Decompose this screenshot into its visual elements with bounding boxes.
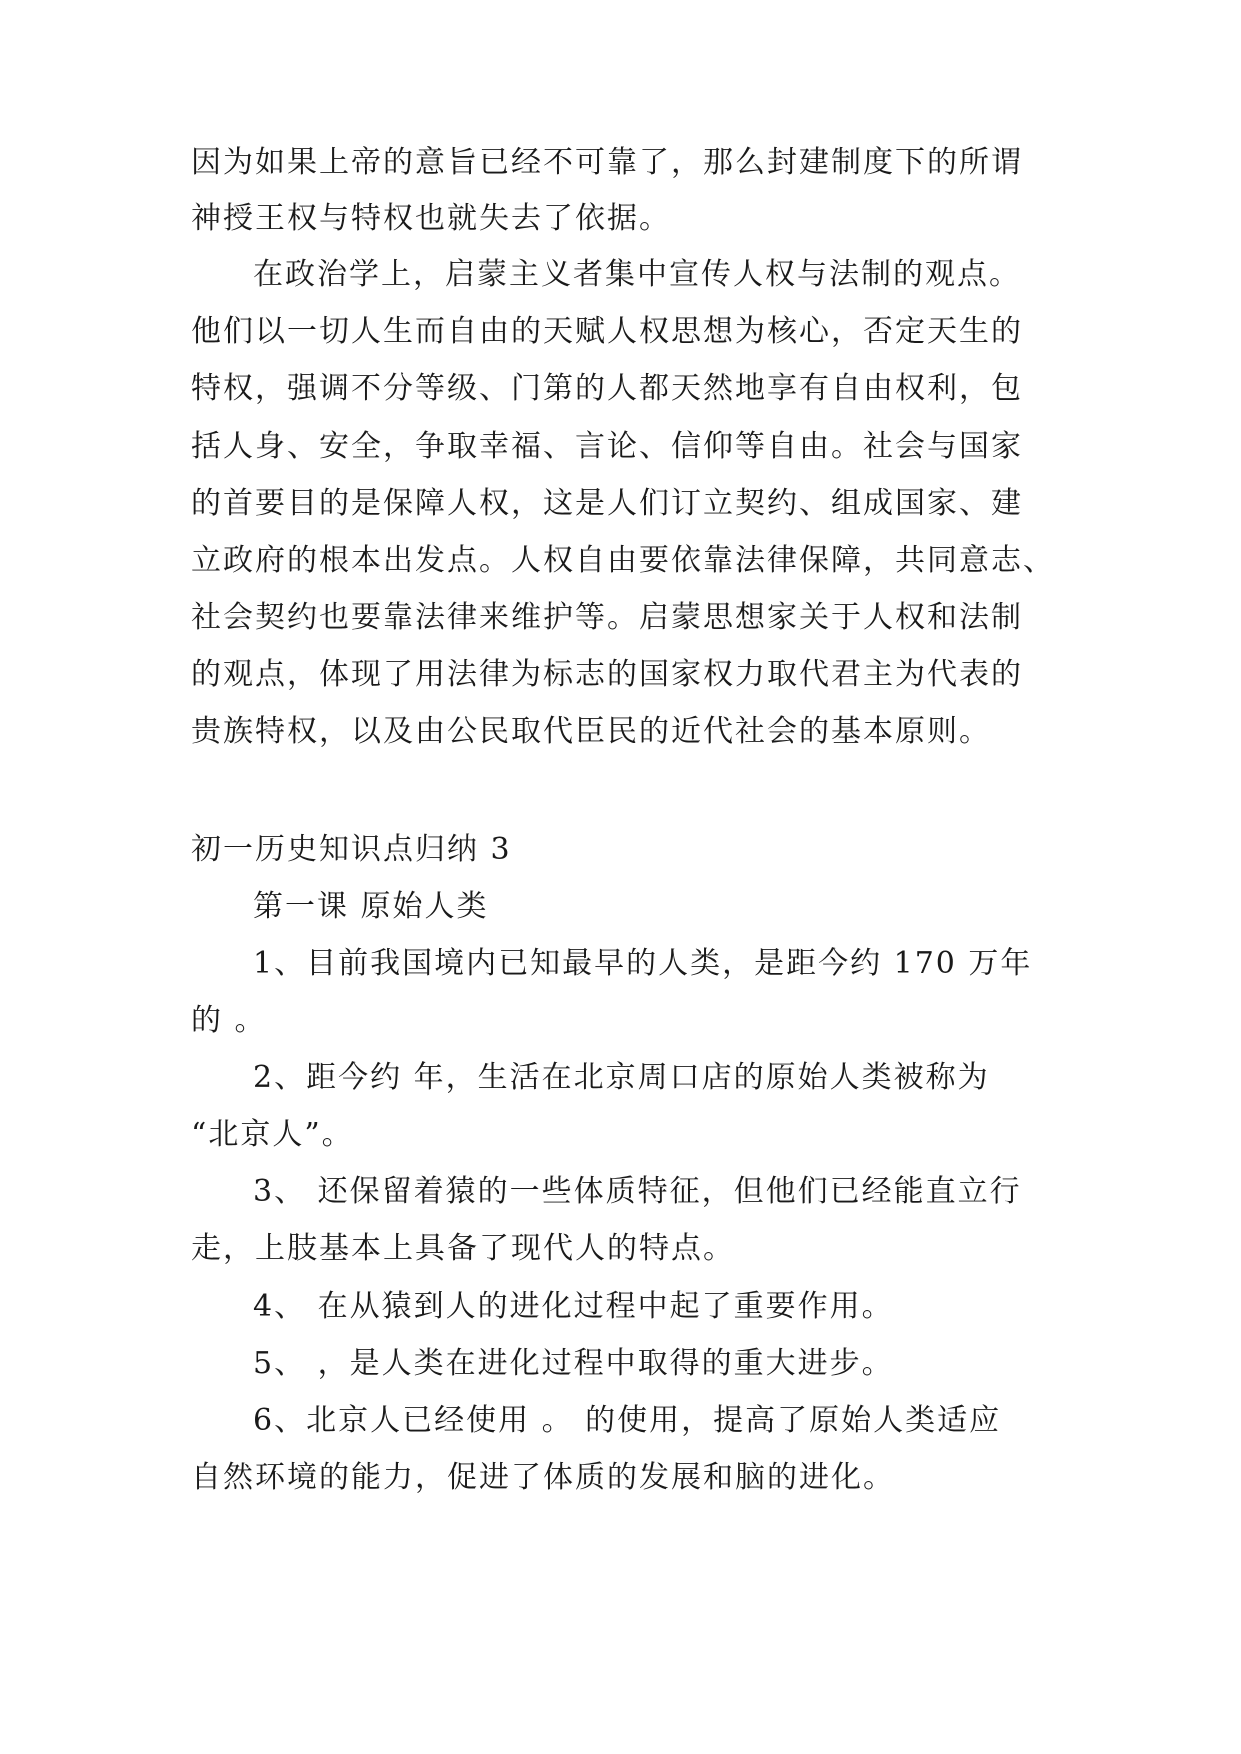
list-item-continuation: 自然环境的能力，促进了体质的发展和脑的进化。 [191,1460,895,1495]
paragraph-line: 因为如果上帝的意旨已经不可靠了，那么封建制度下的所谓 [191,145,1023,180]
list-item: 4、 在从猿到人的进化过程中起了重要作用。 [253,1289,894,1324]
list-item: 3、 还保留着猿的一些体质特征，但他们已经能直立行 [253,1174,1022,1209]
list-item-continuation: 的 。 [191,1003,267,1038]
list-item-continuation: “北京人”。 [191,1117,354,1152]
section-heading: 初一历史知识点归纳 3 [191,832,512,867]
paragraph-line: 立政府的根本出发点。人权自由要依靠法律保障，共同意志、 [191,543,1055,578]
paragraph-line: 他们以一切人生而自由的天赋人权思想为核心，否定天生的 [191,314,1023,349]
paragraph-line: 贵族特权，以及由公民取代臣民的近代社会的基本原则。 [191,714,991,749]
list-item: 2、距今约 年，生活在北京周口店的原始人类被称为 [253,1060,990,1095]
paragraph-line: 的首要目的是保障人权，这是人们订立契约、组成国家、建 [191,486,1023,521]
list-item: 6、北京人已经使用 。 的使用，提高了原始人类适应 [253,1403,1002,1438]
paragraph-line: 在政治学上，启蒙主义者集中宣传人权与法制的观点。 [253,257,1021,292]
list-item-continuation: 走，上肢基本上具备了现代人的特点。 [191,1231,735,1266]
paragraph-line: 神授王权与特权也就失去了依据。 [191,201,671,236]
lesson-title: 第一课 原始人类 [253,889,489,924]
list-item: 1、目前我国境内已知最早的人类，是距今约 170 万年 [253,946,1033,981]
paragraph-line: 社会契约也要靠法律来维护等。启蒙思想家关于人权和法制 [191,600,1023,635]
paragraph-line: 的观点，体现了用法律为标志的国家权力取代君主为代表的 [191,657,1023,692]
paragraph-line: 括人身、安全，争取幸福、言论、信仰等自由。社会与国家 [191,429,1023,464]
list-item: 5、 ，是人类在进化过程中取得的重大进步。 [253,1346,894,1381]
paragraph-line: 特权，强调不分等级、门第的人都天然地享有自由权利，包 [191,371,1023,406]
